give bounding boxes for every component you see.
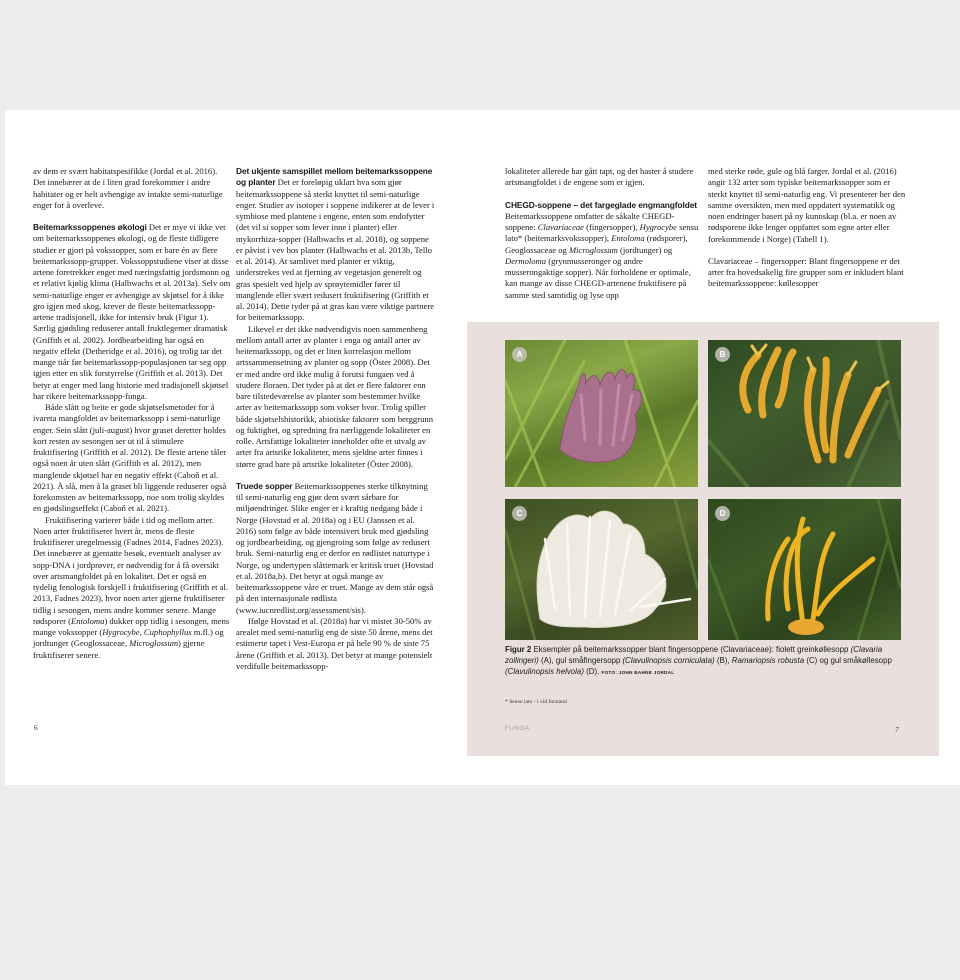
photo-b-yellow-coral-fungus — [708, 340, 901, 487]
section-heading: Beitemarkssoppenes økologi — [33, 222, 147, 232]
figure-panel — [467, 322, 939, 756]
paragraph-chegd: CHEGD-soppene – det fargeglade engmangfoldet Beitemarkssoppene omfatter de såkalte CHEGD-soppene: Clavariaceae (fingersopper), Hygrocybe sensu lato* (beitemarksvokssopper), Entoloma (rødsporer), Geoglossaceae og Microglossum (jordtunger) og Dermoloma (grynmusseronger og andre musserongaktige sopper). Når forholdene er optimale, kan mange av disse CHEGD-artenene fruktifisere på samme sted samtidig og lyse opp — [505, 199, 699, 300]
figure-caption: Figur 2 Eksempler på beitemarkssopper blant fingersoppene (Clavariaceae): fiolett greinkøllesopp (Clavaria zollingeri) (A), gul småfingersopp (Clavulinopsis corniculata) (B), Ramariopsis robusta (C) og gul småkøllesopp (Clavulinopsis helvola) (D). FOTO: JOHN BAHNE JORDAL — [505, 645, 892, 677]
photo-label-c: C — [512, 506, 527, 521]
section-heading: Det ukjente samspillet mellom beitemarkssoppene og planter — [236, 166, 433, 188]
photo-label-a: A — [512, 347, 527, 362]
figure-label: Figur 2 — [505, 645, 532, 654]
photo-d-yellow-club-fungus — [708, 499, 901, 640]
paragraph: Ifølge Hovstad et al. (2018a) har vi mistet 30-50% av arealet med semi-naturlig eng de siste 50 årene, mens det estimerte tapet i Vest-Europa er på hele 90 % de siste 75 årene (Griffith et al. 2013). Det betyr at mange potensielt verdifulle beitemarkssopp- — [236, 615, 433, 671]
paragraph-threatened: Truede sopper Beitemarkssoppenes sterke tilknytning til semi-naturlig eng gjør dem svært sårbare for miljøendringer. Slike enger er i kraftig nedgang både i Norge (Hovstad et al. 2018a) og i EU (Janssen et al. 2016) som følge av både intensivert bruk med gjødsling og jordbearbeiding, og gjengroing som følge av redusert bruk. Semi-naturlig eng er derfor en rødlistet naturtype i Norge, og undertypen slåttemark er kritisk truet (Hovstad et al. 2018a,b). Det betyr at også mange av beitemarkssoppene våre er truet. Mange av dem står også på den internasjonale rødlista (www.iucnredlist.org/assessment/sis). — [236, 480, 434, 615]
paragraph-interaction: Det ukjente samspillet mellom beitemarkssoppene og planter Det er foreløpig uklart hva som gjør beitemarkssoppene så sterkt knyttet til semi-naturlige enger. Studier av isotoper i soppene indikerer at de lever i symbiose med plantene i engene, enten som endofytter (det vil si sopper som lever inne i planter) eller mykorrhiza-sopper (Halbwachs et al. 2018), og soppene er påvist i vev hos planter (Halbwachs et al. 2013b, Tello et al. 2014). At samlivet med planter er viktig, understrekes ved at fjerning av vegetasjon generelt og gras spesielt ved hjelp av sprøytemidler fører til manglende eller svært redusert fruktifisering (Griffith et al. 2014). Dette tyder på at gras kan være viktige partnere for beitemarkssopp. — [236, 166, 435, 323]
footnote: * Sensu lato - i vid forstand — [505, 699, 567, 705]
page6-column-1 — [33, 166, 231, 661]
photo-credit: FOTO: JOHN BAHNE JORDAL — [601, 670, 675, 676]
paragraph: Clavariaceae – fingersopper: Blant fingersoppene er det arter fra hovedsakelig fire grupper som er inkludert blant beitemarkssoppene: køllesopper — [708, 255, 904, 289]
page-number-left: 6 — [34, 723, 38, 732]
section-heading: Truede sopper — [236, 480, 293, 491]
page-number-right: 7 — [895, 725, 899, 734]
paragraph: lokaliteter allerede har gått tapt, og det haster å studere artsmangfoldet i de engene som er igjen. — [505, 166, 694, 188]
photo-a-purple-coral-fungus — [505, 340, 698, 487]
page6-column-2 — [236, 166, 436, 672]
paragraph: med sterke røde, gule og blå farger. Jordal et al. (2016) angir 132 arter som typiske beitemarkssopper som er sterkt knyttet til semi-naturlig eng. Vi presenterer her den samme oversikten, men med oppdatert systematikk og noen endringer basert på ny kunnskap (bl.a. er noen av rødsporene ikke lenger oppfattet som egne arter eller forekommende i Norge) (Tabell 1). — [708, 166, 906, 244]
photo-label-d: D — [715, 506, 730, 521]
page7-column-2 — [708, 166, 909, 290]
running-footer: FUNGA — [505, 725, 530, 732]
paragraph: Både slått og beite er gode skjøtselsmetoder for å ivareta mangfoldet av beitemarkssopp i semi-naturlige enger. Sein slått (juli-august) hvor graset deretter holdes kort resten av sesongen ser ut til å stimulere fruktifisering (Griffith et al. 2012). De fleste artene tåler også noen år uten slått (Griffith et al. 2012), men manglende skjøtsel har en negativ effekt (Caboň et al. 2021). Å slå, men å la graset bli liggende reduserer også forekomsten av beitemarkssopp, noe som trolig skyldes en gjødslingseffekt (Caboň et al. 2021). — [33, 402, 227, 514]
section-heading: CHEGD-soppene – det fargeglade engmangfoldet — [505, 199, 697, 210]
photo-c-white-coral-fungus — [505, 499, 698, 640]
paragraph-ecology: Beitemarkssoppenes økologi Det er mye vi ikke vet om beitemarkssoppenes økologi, og de fleste tidligere studier er gjort på vokssopper, som er bare én av flere beitemarkssopp-grupper. Vokssoppstudiene viser at disse artene foretrekker enger med næringsfattig jordsmonn og et relativt kjølig klima (Halbwachs et al. 2013a). Selv om semi-naturlige enger er avhengige av skjøtsel for å ikke gro igjen med skog, krever de fleste beitemarkssopp-artene tradisjonell, ikke for intensiv bruk (Figur 1). Særlig gjødsling reduserer antall fruktlegemer dramatisk (Griffith et al. 2002). Jordbearbeiding har også en negativ effekt (Detheridge et al. 2016), og trolig tar det mange tiår før beitemarkssopp-populasjonen tar seg opp igjen etter en slik forstyrrelse (Griffith et al. 2013). Det betyr at enger med lang historie med tradisjonell skjøtsel har rikere beitemarkssopp-funga. — [33, 222, 231, 401]
paragraph: av dem er svært habitatspesifikke (Jordal et al. 2016). Det innebærer at de i liten grad forekommer i andre habitater og er helt avhengige av intakte semi-naturlige enger for å overleve. — [33, 166, 223, 210]
magazine-spread — [5, 110, 960, 785]
photo-label-b: B — [715, 347, 730, 362]
paragraph: Likevel er det ikke nødvendigvis noen sammenheng mellom antall arter av planter i enga og antall arter av beitemarkssopp, og det er liten korrelasjon mellom artssammensetning av planter og sopp (Öster 2008). Det er med andre ord ikke mulig å forutsi fungaen ved å studere floraen. Det tyder på at det er flere faktorer enn bare tilstedeværelse av planter som bestemmer hvilke arter av beitemarkssopp som vokser hvor. Trolig spiller både skjøtselshistorikk, abiotiske faktorer som berggrunn og fuktighet, og spredning fra nærliggende lokaliteter en rolle. Artsfattige lokaliteter inneholder ofte et utvalg av arter fra artsrike lokaliteter, mens sjeldne arter finnes i større grad bare på artsrike lokaliteter (Öster 2008). — [236, 323, 433, 469]
page7-column-1 — [505, 166, 703, 301]
paragraph: Fruktifisering varierer både i tid og mellom arter. Noen arter fruktifiserer hvert år, mens de fleste fruktifiserer uregelmessig (Fadnes 2014, Fadnes 2023). Det innebærer at gjentatte besøk, eventuelt analyser av sopp-DNA i jordprøver, er nødvendig for å få oversikt over artsmangfoldet på en lokalitet. Det er også en tydelig fenologisk forskjell i fruktifisering (Griffith et al. 2013, Fadnes 2023), hvor noen arter gjerne fruktifiserer tidlig i sesongen, mens andre kommer senere. Mange rødsporer (Entoloma) dukker opp tidlig i sesongen, mens mange vokssopper (Hygrocybe, Cuphophyllus m.fl.) og jordtunger (Geoglossaceae, Microglossum) gjerne fruktifiserer senere. — [33, 514, 230, 660]
